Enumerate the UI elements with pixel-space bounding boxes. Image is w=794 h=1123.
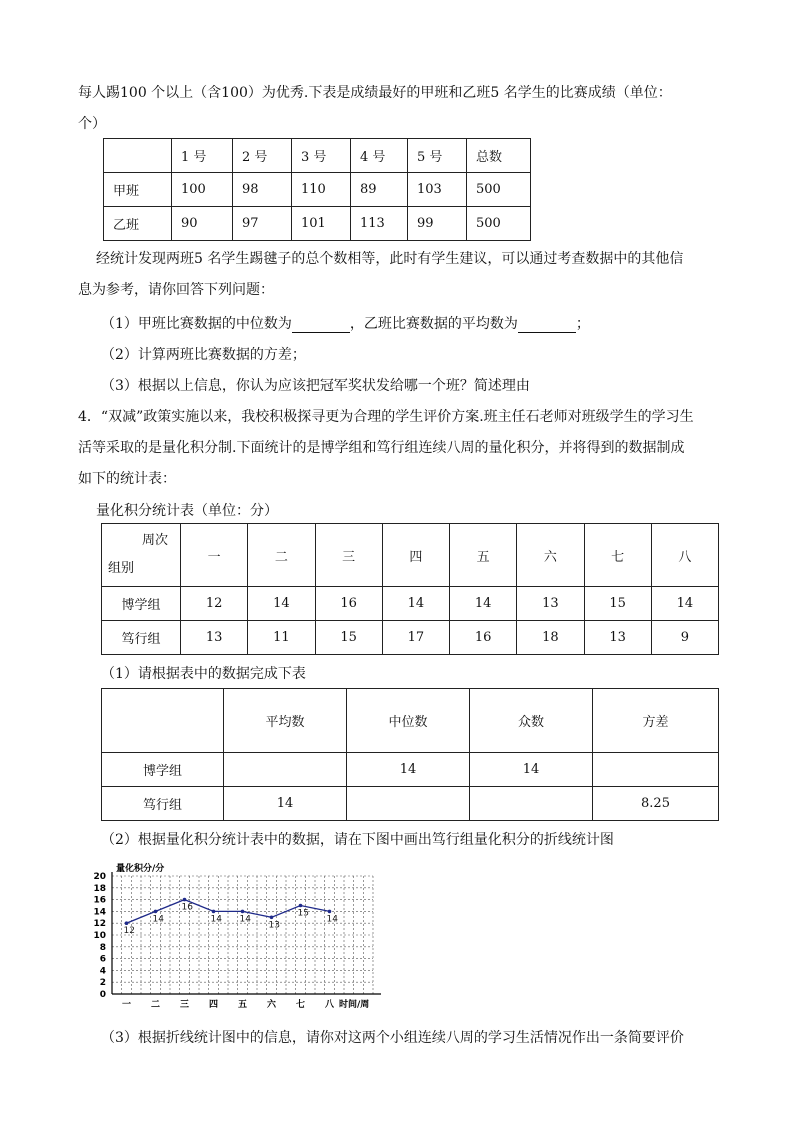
table-cell: 89 — [351, 173, 408, 207]
table-cell: 乙班 — [104, 207, 172, 241]
x-tick-label: 八 — [324, 1000, 335, 1008]
sub-question-2: （2）根据量化积分统计表中的数据，请在下图中画出笃行组量化积分的折线统计图 — [101, 832, 614, 848]
y-axis-label: 量化积分/分 — [116, 864, 165, 874]
table-cell — [104, 139, 172, 173]
question-1-part-c: ； — [575, 316, 590, 332]
table-cell: 17 — [382, 621, 449, 655]
table-cell: 3 号 — [292, 139, 351, 173]
table-cell: 14 — [450, 587, 517, 621]
table-cell: 4 号 — [351, 139, 408, 173]
answer-cell[interactable] — [347, 787, 470, 821]
table-cell: 90 — [172, 207, 233, 241]
y-tick-label: 6 — [99, 954, 106, 965]
table-cell: 16 — [450, 621, 517, 655]
week-header: 六 — [517, 524, 584, 587]
table-cell: 平均数 — [224, 689, 347, 753]
question-1-part-b: ，乙班比赛数据的平均数为 — [349, 316, 518, 332]
table-cell: 18 — [517, 621, 584, 655]
table-row — [102, 753, 719, 787]
group-name: 博学组 — [102, 587, 181, 621]
y-tick-label: 2 — [99, 978, 106, 989]
corner-top-label: 周次 — [142, 533, 169, 548]
table-cell: 总数 — [467, 139, 531, 173]
table-cell: 110 — [292, 173, 351, 207]
weekly-score-table — [101, 523, 719, 655]
answer-cell[interactable] — [224, 753, 347, 787]
x-tick-label: 七 — [295, 1000, 306, 1008]
data-label: 13 — [268, 920, 280, 931]
table-cell: 14 — [382, 587, 449, 621]
table-cell: 1 号 — [172, 139, 233, 173]
table-header-row — [102, 689, 719, 753]
data-point — [299, 904, 303, 908]
table-row — [102, 621, 719, 655]
table-cell: 100 — [172, 173, 233, 207]
sub-question-1: （1）请根据表中的数据完成下表 — [101, 666, 306, 682]
table-cell: 14 — [248, 587, 315, 621]
corner-bottom-label: 组别 — [108, 561, 135, 576]
data-label: 16 — [181, 902, 193, 913]
table-row — [102, 587, 719, 621]
x-tick-label: 四 — [208, 1000, 219, 1008]
para1-line-2: 息为参考，请你回答下列问题： — [78, 282, 274, 298]
y-tick-label: 14 — [93, 907, 106, 918]
answer-cell[interactable] — [593, 753, 719, 787]
problem4-line-3: 如下的统计表： — [78, 471, 176, 487]
x-tick-label: 一 — [121, 1000, 132, 1008]
table-cell: 15 — [315, 621, 382, 655]
data-label: 14 — [239, 914, 251, 925]
table-cell: 14 — [470, 753, 593, 787]
answer-blank[interactable] — [292, 318, 350, 333]
data-point — [270, 916, 274, 920]
table-cell: 11 — [248, 621, 315, 655]
data-point — [125, 921, 129, 925]
table-cell: 13 — [181, 621, 248, 655]
x-tick-label: 三 — [179, 1000, 190, 1008]
table-cell: 甲班 — [104, 173, 172, 207]
data-point — [183, 898, 187, 902]
week-header: 四 — [382, 524, 449, 587]
corner-cell — [102, 524, 181, 587]
sub-question-3: （3）根据折线统计图中的信息，请你对这两个小组连续八周的学习生活情况作出一条简要评价 — [101, 1030, 684, 1046]
answer-blank[interactable] — [518, 318, 576, 333]
table-cell — [102, 689, 224, 753]
table-cell: 众数 — [470, 689, 593, 753]
week-header: 三 — [315, 524, 382, 587]
table-cell: 9 — [651, 621, 718, 655]
table-cell: 14 — [347, 753, 470, 787]
problem4-line-1: 4．“双减”政策实施以来，我校积极探寻更为合理的学生评价方案.班主任石老师对班级学生的学习生 — [78, 409, 694, 425]
intro-line-2: 个） — [78, 116, 106, 132]
data-point — [241, 910, 245, 914]
data-point — [212, 910, 216, 914]
week-header: 七 — [584, 524, 651, 587]
question-1 — [101, 313, 590, 333]
table-cell: 14 — [224, 787, 347, 821]
table-row — [104, 207, 531, 241]
table-cell: 101 — [292, 207, 351, 241]
data-label: 15 — [297, 908, 309, 919]
table-cell: 98 — [233, 173, 292, 207]
line-chart — [85, 858, 385, 1008]
question-1-part-a: （1）甲班比赛数据的中位数为 — [101, 316, 292, 332]
x-tick-label: 二 — [150, 1000, 161, 1008]
table-cell: 笃行组 — [102, 787, 224, 821]
class-score-table — [103, 138, 531, 241]
answer-cell[interactable] — [470, 787, 593, 821]
table-cell: 5 号 — [408, 139, 467, 173]
y-tick-label: 4 — [99, 966, 106, 977]
y-tick-label: 16 — [93, 895, 106, 906]
y-tick-label: 18 — [93, 883, 106, 894]
data-label: 12 — [123, 926, 135, 937]
question-2: （2）计算两班比赛数据的方差； — [101, 347, 306, 363]
week-header: 五 — [450, 524, 517, 587]
y-tick-label: 20 — [93, 872, 106, 882]
table-header-row — [102, 524, 719, 587]
x-axis-label: 时间/周 — [339, 1000, 370, 1008]
para1-line-1: 经统计发现两班5 名学生踢毽子的总个数相等，此时有学生建议，可以通过考查数据中的其他信 — [96, 251, 684, 267]
y-tick-label: 12 — [93, 919, 106, 930]
table2-caption: 量化积分统计表（单位：分） — [96, 503, 278, 519]
table-cell: 103 — [408, 173, 467, 207]
table-cell: 13 — [584, 621, 651, 655]
table-cell: 500 — [467, 207, 531, 241]
data-point — [154, 910, 158, 914]
y-tick-label: 0 — [99, 990, 106, 1000]
table-cell: 14 — [651, 587, 718, 621]
data-label: 14 — [152, 914, 164, 925]
table-cell: 中位数 — [347, 689, 470, 753]
table-cell: 16 — [315, 587, 382, 621]
x-tick-label: 五 — [237, 1000, 248, 1008]
intro-line-1: 每人踢100 个以上（含100）为优秀.下表是成绩最好的甲班和乙班5 名学生的比赛成绩（单位： — [78, 85, 672, 101]
group-name: 笃行组 — [102, 621, 181, 655]
table-cell: 13 — [517, 587, 584, 621]
table-cell: 15 — [584, 587, 651, 621]
table-cell: 8.25 — [593, 787, 719, 821]
statistics-table — [101, 688, 719, 821]
y-tick-label: 8 — [99, 942, 106, 953]
problem4-line-2: 活等采取的是量化积分制.下面统计的是博学组和笃行组连续八周的量化积分，并将得到的数据制成 — [78, 440, 685, 456]
table-cell: 12 — [181, 587, 248, 621]
question-3: （3）根据以上信息，你认为应该把冠军奖状发给哪一个班？简述理由 — [101, 378, 530, 394]
table-row — [104, 173, 531, 207]
week-header: 一 — [181, 524, 248, 587]
table-cell: 97 — [233, 207, 292, 241]
table-header-row — [104, 139, 531, 173]
data-label: 14 — [326, 914, 338, 925]
data-label: 14 — [210, 914, 222, 925]
table-cell: 方差 — [593, 689, 719, 753]
table-cell: 博学组 — [102, 753, 224, 787]
table-cell: 2 号 — [233, 139, 292, 173]
table-row — [102, 787, 719, 821]
week-header: 二 — [248, 524, 315, 587]
x-tick-label: 六 — [266, 1000, 277, 1008]
table-cell: 113 — [351, 207, 408, 241]
table-cell: 500 — [467, 173, 531, 207]
table-cell: 99 — [408, 207, 467, 241]
week-header: 八 — [651, 524, 718, 587]
data-point — [328, 910, 332, 914]
y-tick-label: 10 — [93, 931, 106, 941]
